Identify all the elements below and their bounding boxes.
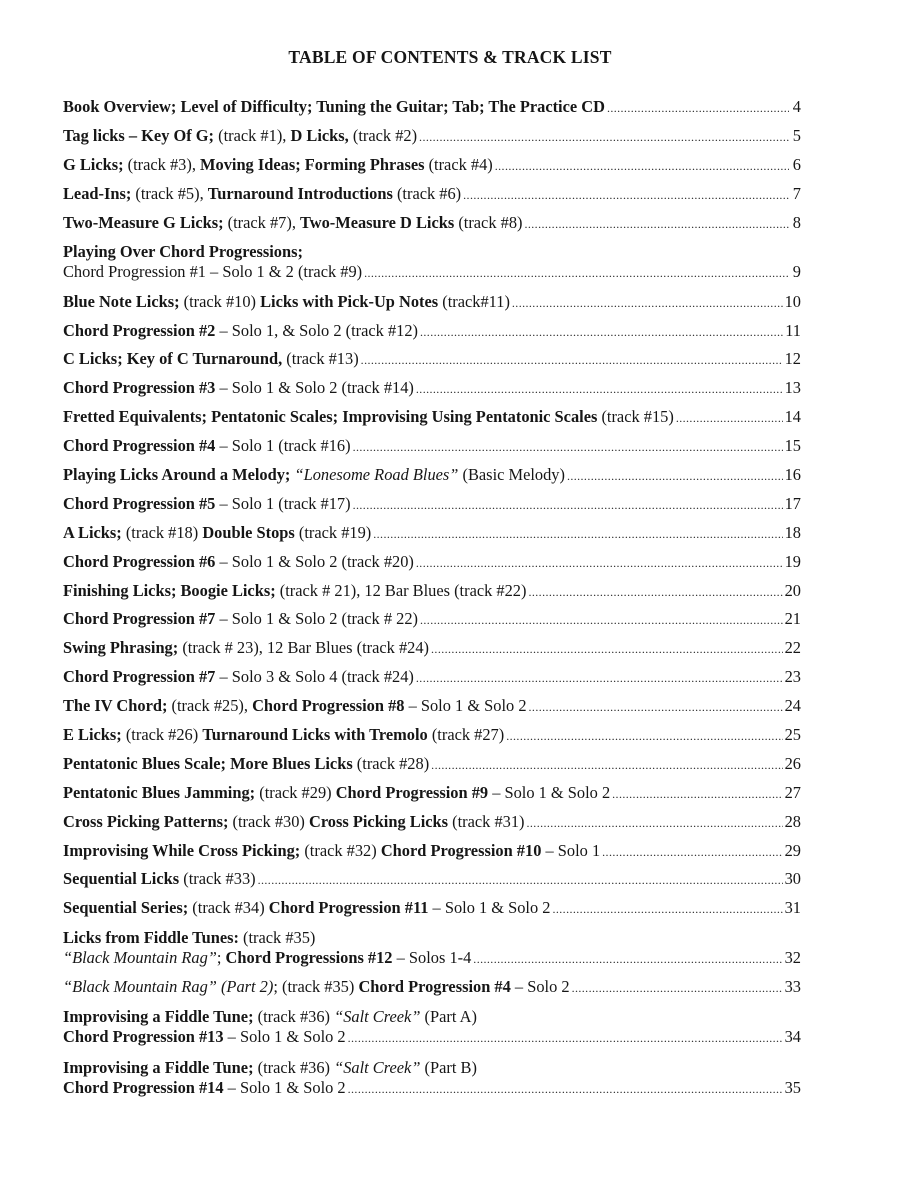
toc-entry (63, 639, 801, 659)
entry-text-fragment: Chord Progression #8 (252, 696, 405, 716)
dot-leader (506, 727, 782, 746)
entry-text-fragment: (track #3), (123, 154, 201, 174)
toc-page-number: 26 (784, 753, 801, 773)
toc-entry-title (63, 610, 418, 629)
entry-text-fragment: (track # 21), 12 Bar Blues (track #22) (275, 580, 527, 600)
toc-entry-line (63, 784, 801, 804)
toc-entry-title (63, 408, 674, 427)
toc-page-number: 33 (784, 977, 801, 997)
entry-text-fragment: (track #18) (121, 522, 203, 542)
entry-text-fragment: Chord Progression #9 (335, 782, 489, 802)
dot-leader (552, 900, 782, 919)
toc-entry (63, 408, 801, 428)
toc-page-number: 10 (784, 291, 801, 311)
entry-text-fragment: Chord Progression #14 (63, 1077, 224, 1097)
toc-entry-line (63, 1078, 801, 1099)
toc-page-number: 35 (784, 1077, 801, 1097)
toc-entry (63, 813, 801, 833)
toc-entry-heading (63, 928, 801, 948)
toc-entry-heading (63, 1058, 801, 1078)
toc-entry-line (63, 437, 801, 457)
entry-text-fragment: (track #25), (167, 696, 253, 716)
toc-page-number: 16 (784, 464, 801, 484)
entry-text-fragment: A Licks; (63, 522, 122, 542)
toc-entry-line (63, 262, 801, 283)
toc-entry-line (63, 466, 801, 486)
entry-text-fragment: – Solo 3 & Solo 4 (track #24) (215, 667, 414, 687)
toc-page-number: 6 (792, 154, 801, 174)
toc-entry-title (63, 293, 510, 312)
entry-text-fragment: Fretted Equivalents; Pentatonic Scales; Improvising Using Pentatonic Scales (63, 407, 598, 427)
entry-text-fragment: Lead-Ins; (63, 183, 132, 203)
dot-leader (431, 640, 783, 659)
entry-text-fragment: Book Overview; Level of Difficulty; Tuning the Guitar; Tab; The Practice CD (63, 97, 605, 116)
entry-text-fragment: Double Stops (202, 522, 295, 542)
entry-text-fragment: E Licks; (63, 725, 122, 744)
entry-text-fragment: Moving Ideas; Forming Phrases (200, 154, 425, 174)
entry-text-fragment: Two-Measure G Licks; (63, 212, 224, 232)
entry-text-fragment: ; (track #35) (273, 977, 359, 997)
toc-page-number: 5 (792, 125, 801, 145)
entry-text-fragment: – Solo 1 & Solo 2 (223, 1077, 346, 1097)
toc-entry-line (63, 726, 801, 746)
toc-page-number: 29 (784, 840, 801, 860)
toc-page-number: 34 (784, 1027, 801, 1047)
entry-text-fragment: “Salt Creek” (334, 1057, 421, 1077)
toc-entry-title (63, 899, 550, 918)
entry-text-fragment: Cross Picking Patterns; (63, 811, 229, 831)
dot-leader (612, 785, 782, 804)
toc-entry-line (63, 582, 801, 602)
toc-entry (63, 1007, 801, 1048)
toc-entry-line (63, 610, 801, 630)
entry-text-fragment: ; (216, 948, 226, 968)
entry-text-fragment: (track #13) (282, 349, 359, 369)
toc-entry-heading (63, 242, 801, 262)
toc-page-number: 9 (792, 262, 801, 282)
toc-entry-title (63, 870, 256, 889)
entry-text-fragment: (track #1), (214, 125, 291, 145)
entry-text-fragment: Chord Progression #4 (63, 436, 216, 456)
dot-leader (348, 1028, 783, 1048)
entry-text-fragment: – Solo 1 (541, 840, 601, 860)
dot-leader (373, 525, 782, 544)
toc-entry-title (63, 466, 565, 485)
entry-text-fragment: (track #27) (427, 725, 505, 744)
entry-text-fragment: Improvising a Fiddle Tune; (63, 1057, 254, 1077)
toc-entry-title (63, 755, 429, 774)
toc-entry (63, 185, 801, 205)
entry-text-fragment: (track #31) (448, 811, 525, 831)
toc-entry-line (63, 495, 801, 515)
entry-text-fragment: Improvising While Cross Picking; (63, 840, 301, 860)
toc-entry (63, 697, 801, 717)
toc-entry-line (63, 813, 801, 833)
toc-entry-title (63, 127, 417, 146)
toc-entry-title (63, 697, 527, 716)
toc-entry-line (63, 214, 801, 234)
toc-entry-title (63, 1078, 346, 1098)
toc-entry-title (63, 437, 351, 456)
dot-leader (420, 611, 783, 630)
entry-text-fragment: (track #36) (253, 1057, 335, 1077)
toc-entry (63, 495, 801, 515)
entry-text-fragment: “Salt Creek” (334, 1007, 421, 1027)
entry-text-fragment: (track # 23), 12 Bar Blues (track #24) (178, 638, 430, 658)
entry-text-fragment: (track #32) (300, 840, 381, 860)
entry-text-fragment: (track #19) (294, 522, 372, 542)
toc-entry-line (63, 322, 801, 342)
entry-text-fragment: (track #34) (188, 898, 269, 918)
entry-text-fragment: (track #6) (392, 183, 462, 203)
toc-page-number: 19 (784, 551, 801, 571)
toc-entry-line (63, 524, 801, 544)
toc-entry-title (63, 495, 351, 514)
dot-leader (495, 157, 789, 176)
entry-text-fragment: Two-Measure D Licks (300, 212, 455, 232)
entry-text-fragment: (Basic Melody) (458, 464, 565, 484)
toc-entry (63, 379, 801, 399)
entry-text-fragment: (track #28) (352, 753, 430, 773)
toc-entry (63, 156, 801, 176)
entry-text-fragment: – Solo 1 & Solo 2 (track # 22) (215, 609, 418, 629)
page-title: TABLE OF CONTENTS & TRACK LIST (288, 47, 612, 67)
entry-text-fragment: Playing Licks Around a Melody; (63, 464, 291, 484)
toc-entry-line (63, 899, 801, 919)
toc-entry-title (63, 379, 414, 398)
toc-entry-title (63, 784, 610, 803)
toc-page-number: 27 (784, 782, 801, 802)
toc-entry-line (63, 350, 801, 370)
dot-leader (567, 467, 783, 486)
entry-text-fragment: “Lonesome Road Blues” (294, 464, 459, 484)
dot-leader (473, 949, 782, 969)
toc-entry-line (63, 98, 801, 118)
entry-text-fragment: Pentatonic Blues Jamming; (63, 782, 256, 802)
toc-entry-title (63, 524, 371, 543)
toc-entry-title (63, 948, 471, 968)
entry-text-fragment: Chord Progression #2 (63, 320, 216, 340)
dot-leader (512, 294, 783, 313)
entry-text-fragment: – Solo 2 (510, 977, 570, 997)
toc-entry (63, 293, 801, 313)
toc-entry (63, 322, 801, 342)
dot-leader (348, 1079, 783, 1099)
entry-text-fragment: Swing Phrasing; (63, 638, 179, 658)
entry-text-fragment: Chord Progression #13 (63, 1027, 224, 1047)
entry-text-fragment: Chord Progression #1 – Solo 1 & 2 (track #9) (63, 262, 363, 282)
entry-text-fragment: (Part A) (420, 1007, 477, 1027)
entry-text-fragment: Turnaround Licks with Tremolo (202, 725, 428, 744)
entry-text-fragment: Blue Note Licks; (63, 291, 180, 311)
entry-text-fragment: Chord Progressions #12 (225, 948, 393, 968)
dot-leader (353, 438, 783, 457)
toc-page-number: 13 (784, 378, 801, 398)
toc-page-number: 7 (792, 183, 801, 203)
toc-entry-line (63, 842, 801, 862)
toc-entry-line (63, 948, 801, 969)
toc-entry-title (63, 185, 461, 204)
entry-text-fragment: Playing Over Chord Progressions; (63, 242, 303, 262)
toc-entry-title (63, 214, 522, 233)
toc-entry-line (63, 870, 801, 890)
toc-entry (63, 755, 801, 775)
dot-leader (258, 871, 783, 890)
dot-leader (419, 128, 789, 147)
toc-entry-title (63, 322, 418, 341)
toc-entry (63, 524, 801, 544)
entry-text-fragment: (track #7), (223, 212, 301, 232)
toc-page-number: 22 (784, 638, 801, 658)
toc-page-number: 31 (784, 898, 801, 918)
toc-page-number: 23 (784, 667, 801, 687)
toc-entry (63, 553, 801, 573)
entry-text-fragment: Chord Progression #7 (63, 609, 216, 629)
toc-entry (63, 350, 801, 370)
entry-text-fragment: (track #8) (454, 212, 523, 232)
entry-text-fragment: – Solo 1 & Solo 2 (488, 782, 611, 802)
entry-text-fragment: (track #33) (179, 869, 256, 889)
toc-page-number: 17 (784, 493, 801, 513)
dot-leader (420, 323, 783, 342)
dot-leader (463, 186, 789, 205)
entry-text-fragment: Improvising a Fiddle Tune; (63, 1007, 254, 1027)
entry-text-fragment: Tag licks – Key Of G; (63, 125, 215, 145)
entry-text-fragment: Chord Progression #10 (380, 840, 542, 860)
toc-entry-title (63, 978, 570, 997)
entry-text-fragment: (track #10) (179, 291, 261, 311)
dot-leader (364, 263, 789, 283)
toc-entry (63, 466, 801, 486)
toc-page-number: 15 (784, 436, 801, 456)
entry-text-fragment: – Solo 1 (track #16) (215, 436, 351, 456)
dot-leader (416, 669, 783, 688)
toc-entry-title (63, 156, 493, 175)
toc-page-number: 30 (784, 869, 801, 889)
toc-page-number: 28 (784, 811, 801, 831)
toc-entry-line (63, 379, 801, 399)
dot-leader (602, 843, 782, 862)
entry-text-fragment: Chord Progression #6 (63, 551, 216, 571)
toc-entry (63, 582, 801, 602)
entry-text-fragment: (track#11) (438, 291, 510, 311)
toc-entry-title (63, 553, 414, 572)
entry-text-fragment: (track #35) (238, 928, 316, 948)
entry-text-fragment: (Part B) (420, 1057, 477, 1077)
entry-text-fragment: Licks with Pick-Up Notes (260, 291, 439, 311)
toc-entry (63, 437, 801, 457)
toc-entry-line (63, 293, 801, 313)
toc-page-number: 18 (784, 522, 801, 542)
entry-text-fragment: Sequential Series; (63, 898, 189, 918)
toc-entry-line (63, 978, 801, 998)
entry-text-fragment: D Licks, (290, 125, 349, 145)
toc-entry (63, 668, 801, 688)
entry-text-fragment: – Solo 1 & Solo 2 (404, 696, 527, 716)
entry-text-fragment: Turnaround Introductions (207, 183, 393, 203)
entry-text-fragment: Chord Progression #11 (268, 898, 429, 918)
dot-leader (416, 380, 783, 399)
entry-text-fragment: Cross Picking Licks (308, 811, 449, 831)
toc-entry-line (63, 755, 801, 775)
entry-text-fragment: (track #29) (255, 782, 336, 802)
dot-leader (607, 99, 789, 118)
toc-page-number: 8 (792, 212, 801, 232)
toc-page-number: 25 (784, 725, 801, 744)
toc-page-number: 32 (784, 948, 801, 968)
toc-entry-line (63, 127, 801, 147)
toc-page-number: 21 (784, 609, 801, 629)
entry-text-fragment: – Solo 1, & Solo 2 (track #12) (215, 320, 418, 340)
toc-entry-title (63, 262, 362, 282)
toc-entry-title (63, 98, 605, 117)
entry-text-fragment: C Licks; Key of C Turnaround, (63, 349, 283, 369)
toc-page-number: 11 (785, 320, 801, 340)
dot-leader (431, 756, 782, 775)
entry-text-fragment: (track #30) (228, 811, 309, 831)
entry-text-fragment: – Solo 1 & Solo 2 (track #14) (215, 378, 414, 398)
entry-text-fragment: Licks from Fiddle Tunes: (63, 928, 239, 948)
entry-text-fragment: Sequential Licks (63, 869, 180, 889)
entry-text-fragment: Chord Progression #5 (63, 493, 216, 513)
toc-entry (63, 214, 801, 234)
toc-page-number: 4 (792, 97, 801, 116)
toc-entry-title (63, 668, 414, 687)
toc-entry-line (63, 668, 801, 688)
entry-text-fragment: Finishing Licks; Boogie Licks; (63, 580, 276, 600)
dot-leader (676, 409, 783, 428)
toc-entry-line (63, 639, 801, 659)
toc-entry (63, 127, 801, 147)
entry-text-fragment: Chord Progression #7 (63, 667, 216, 687)
toc-entry-title (63, 726, 504, 745)
toc-entry (63, 1058, 801, 1099)
dot-leader (361, 351, 783, 370)
dot-leader (572, 979, 783, 998)
entry-text-fragment: “Black Mountain Rag” (63, 948, 217, 968)
entry-text-fragment: (track #15) (597, 407, 674, 427)
toc-entry-title (63, 842, 600, 861)
dot-leader (353, 496, 783, 515)
entry-text-fragment: The IV Chord; (63, 696, 168, 716)
toc-entry (63, 242, 801, 283)
entry-text-fragment: Pentatonic Blues Scale; More Blues Licks (63, 753, 353, 773)
entry-text-fragment: – Solo 1 & Solo 2 (223, 1027, 346, 1047)
toc-entry-title (63, 350, 359, 369)
entry-text-fragment: (track #36) (253, 1007, 335, 1027)
entry-text-fragment: – Solos 1-4 (392, 948, 472, 968)
entry-text-fragment: – Solo 1 & Solo 2 (428, 898, 551, 918)
dot-leader (524, 215, 789, 234)
toc-entry (63, 842, 801, 862)
entry-text-fragment: (track #4) (424, 154, 493, 174)
toc-entry (63, 726, 801, 746)
toc-entry-line (63, 1027, 801, 1048)
entry-text-fragment: – Solo 1 & Solo 2 (track #20) (215, 551, 414, 571)
dot-leader (527, 814, 783, 833)
toc-entry (63, 98, 801, 118)
toc-page-number: 12 (784, 349, 801, 369)
entry-text-fragment: Chord Progression #4 (358, 977, 511, 997)
entry-text-fragment: (track #26) (121, 725, 203, 744)
toc-entry (63, 928, 801, 969)
toc-page-number: 20 (784, 580, 801, 600)
entry-text-fragment: (track #5), (131, 183, 208, 203)
entry-text-fragment: “Black Mountain Rag” (Part 2) (63, 977, 274, 997)
toc-entry-title (63, 639, 429, 658)
toc-entry-title (63, 582, 526, 601)
toc-entry (63, 978, 801, 998)
toc-entry-title (63, 1027, 346, 1047)
dot-leader (416, 554, 783, 573)
toc-page-number: 24 (784, 696, 801, 716)
toc-entry (63, 870, 801, 890)
dot-leader (528, 583, 782, 602)
entry-text-fragment: G Licks; (63, 154, 124, 174)
toc-page-number: 14 (784, 407, 801, 427)
toc-entry-line (63, 156, 801, 176)
toc-entry-line (63, 697, 801, 717)
toc-entry (63, 784, 801, 804)
toc-entry-line (63, 553, 801, 573)
toc-entry-title (63, 813, 525, 832)
dot-leader (529, 698, 783, 717)
toc-entry (63, 610, 801, 630)
toc-entry-heading (63, 1007, 801, 1027)
toc-list (63, 98, 801, 1108)
toc-entry-line (63, 408, 801, 428)
entry-text-fragment: (track #2) (348, 125, 418, 145)
entry-text-fragment: Chord Progression #3 (63, 378, 216, 398)
toc-entry (63, 899, 801, 919)
toc-entry-line (63, 185, 801, 205)
entry-text-fragment: – Solo 1 (track #17) (215, 493, 351, 513)
